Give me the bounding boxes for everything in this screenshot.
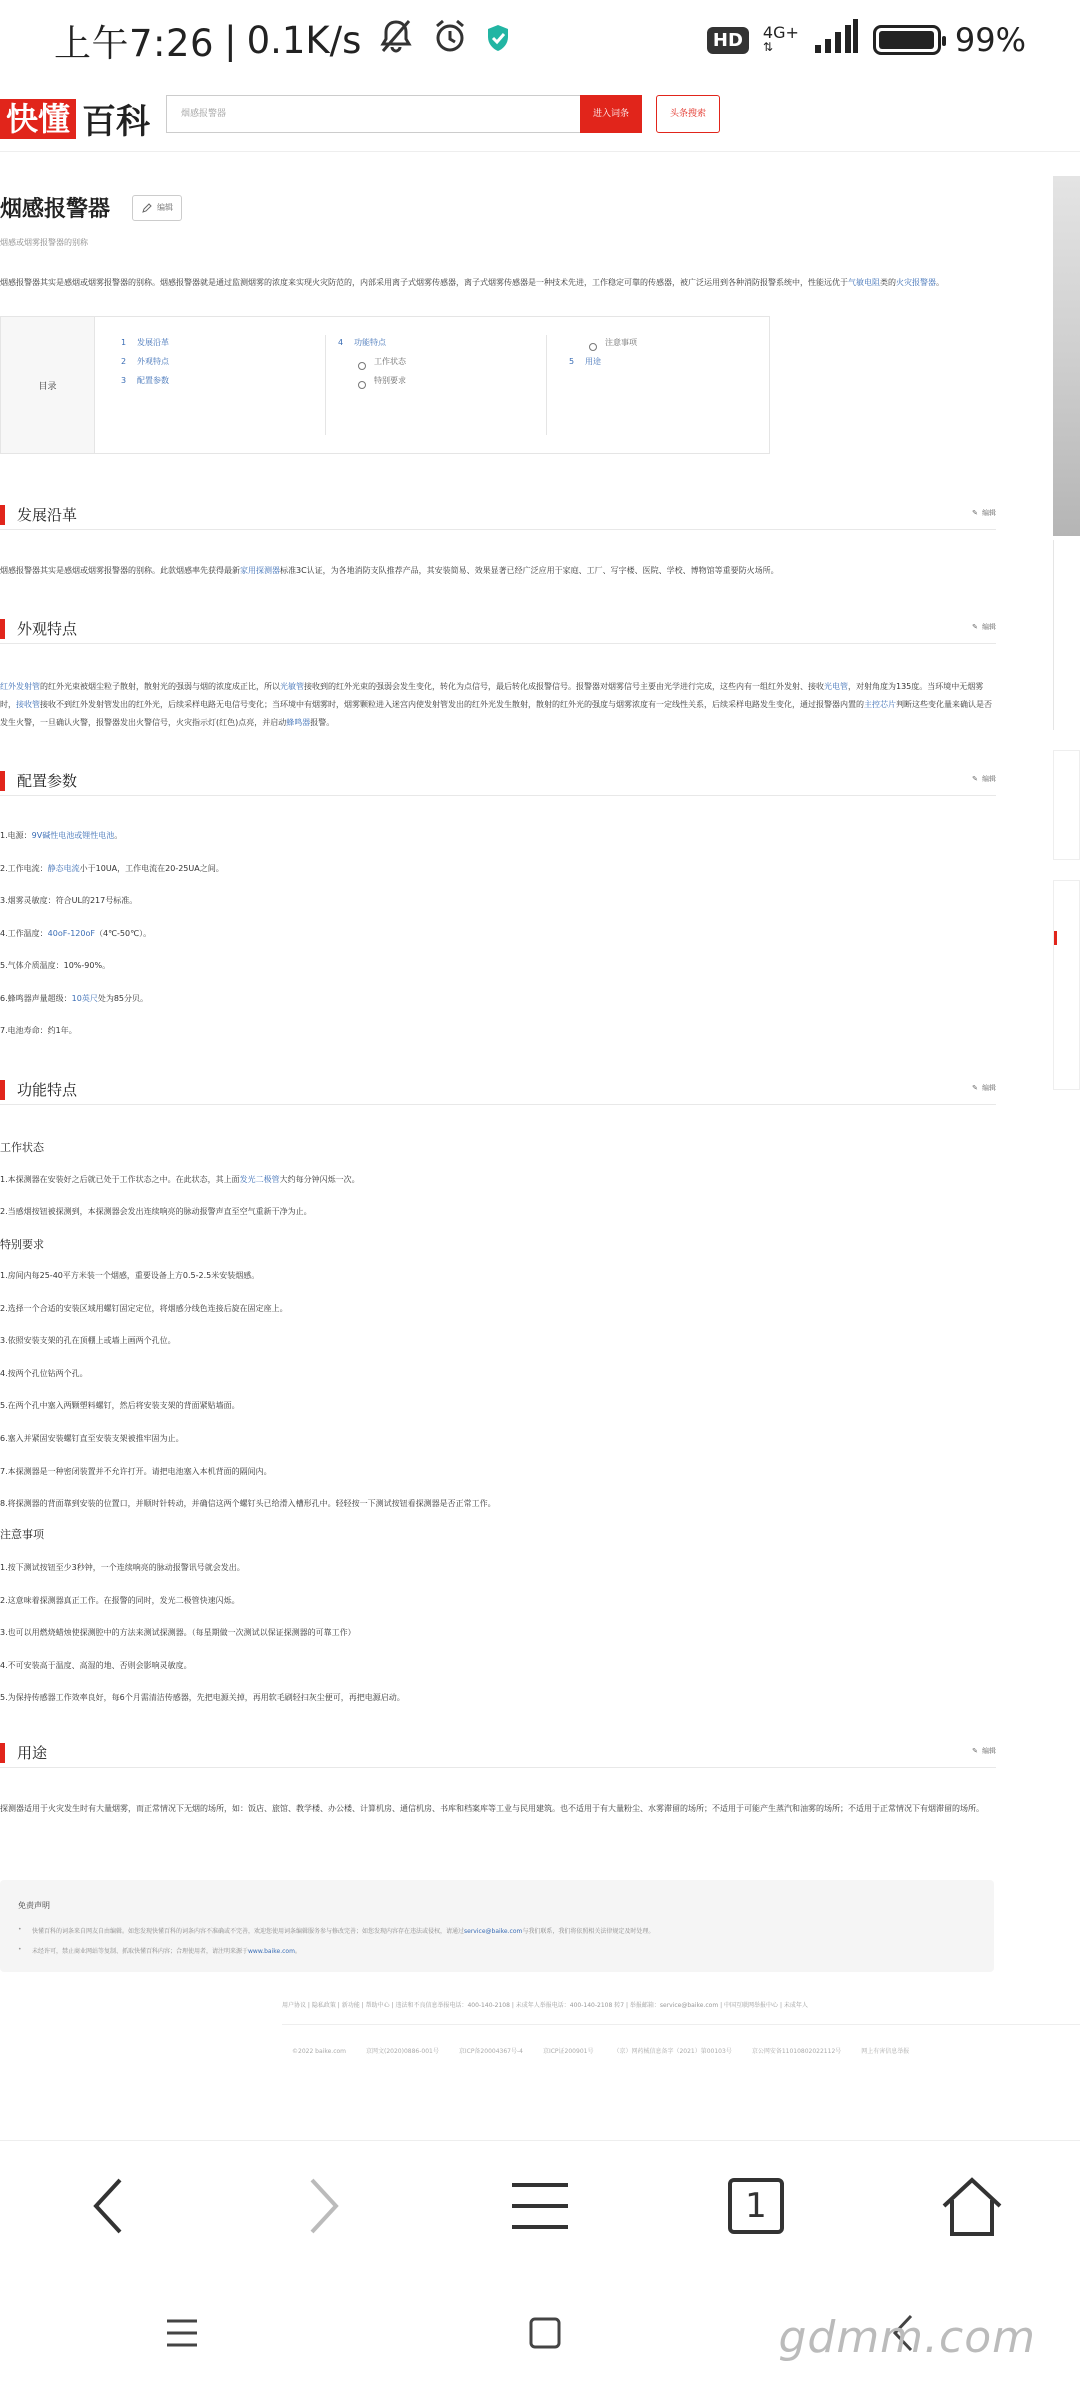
recent-apps-button[interactable]: [165, 2318, 199, 2352]
enter-entry-button[interactable]: 进入词条: [580, 95, 642, 133]
toc-subitem[interactable]: 特别要求: [338, 371, 546, 390]
disclaimer-title: 免责声明: [18, 1901, 50, 1910]
list-item: 5.在两个孔中塞入两颗塑料螺钉，然后将安装支架的背面紧贴墙面。: [0, 1401, 240, 1411]
web-page: [0, 80, 1080, 2140]
toc-subitem[interactable]: 注意事项: [569, 333, 747, 352]
page-title: 烟感报警器: [0, 197, 111, 222]
toc-label: 目录: [1, 317, 95, 453]
link-gas-resistor[interactable]: 气敏电阻: [848, 278, 880, 287]
forward-button[interactable]: [274, 2156, 374, 2256]
usage-paragraph: 探测器适用于火灾发生时有大量烟雾，而正常情况下无烟的场所，如：饭店、旅馆、教学楼、办公楼、计算机房、通信机房、书库和档案库等工业与民用建筑。也不适用于有大量粉尘、水雾滞留的场所；不适用于可能产生蒸汽和油雾的场所；不适用于正常情况下有烟滞留的场所。: [0, 1804, 984, 1813]
shield-check-icon: [485, 19, 511, 62]
list-item: 1.电源：9V碱性电池或锂性电池。: [0, 831, 123, 840]
section-heading-appearance: 外观特点 ✎ 编辑: [0, 614, 996, 644]
footer-copy-item: 京ICP证200901号: [542, 2048, 594, 2055]
list-item: 2.工作电流：静态电流小于10UA，工作电流在20-25UA之间。: [0, 863, 224, 873]
square-icon: [529, 2317, 561, 2349]
toc-column: [95, 317, 325, 453]
list-item: 8.将探测器的背面靠到安装的位置口，并顺时针转动，并确信这两个螺钉头已给滑入槽形孔中。轻轻按一下测试按钮看探测器是否正常工作。: [0, 1499, 496, 1509]
battery-icon: [873, 25, 941, 55]
chevron-right-icon: [304, 2176, 344, 2236]
hamburger-menu-icon: [510, 2181, 570, 2231]
mute-bell-icon: [377, 17, 415, 64]
search-input[interactable]: 烟感报警器: [166, 95, 582, 133]
footer-link[interactable]: 违法和不良信息举报电话：400-140-2108: [395, 2002, 510, 2009]
footer-copyright: [292, 2046, 1080, 2055]
menu-lines-icon: [165, 2318, 199, 2348]
list-item: 7.电池寿命：约1年。: [0, 1026, 77, 1035]
alarm-clock-icon: [431, 17, 469, 64]
toc-item[interactable]: 1 发展沿革: [121, 338, 169, 347]
summary-paragraph: 烟感报警器其实是感烟或烟雾报警器的别称。烟感报警器就是通过监测烟雾的浓度来实现火灾防范的，内部采用离子式烟雾传感器，离子式烟雾传感器是一种技术先进，工作稳定可靠的传感器，被广泛运用到各种消防报警系统中，性能远优于气敏电阻类的火灾报警器。: [0, 278, 944, 287]
section-edit-button[interactable]: ✎ 编辑: [972, 623, 996, 631]
footer-copy-item: 京ICP备20004367号-4: [458, 2048, 523, 2055]
toc-item[interactable]: 2 外观特点: [121, 357, 169, 366]
watermark: gdmm.com: [778, 2312, 1036, 2363]
section-edit-button[interactable]: ✎ 编辑: [972, 1747, 996, 1755]
pencil-icon: [141, 202, 153, 214]
back-button[interactable]: [58, 2156, 158, 2256]
home-button[interactable]: [922, 2156, 1022, 2256]
section-heading-usage: 用途 ✎ 编辑: [0, 1738, 996, 1768]
entry-image[interactable]: [1053, 176, 1080, 536]
list-item: 3.烟雾灵敏度：符合UL的217号标准。: [0, 896, 138, 905]
disclaimer-line: • 快懂百科的词条来自网友自由编辑。如您发现快懂百科的词条内容不准确或不完善，欢迎您使用词条编辑服务参与修改完善；如您发现内容存在违法或侵权，请通过service@baike.com与我们联系，我们将依照相关法律规定及时处理。: [18, 1926, 978, 1935]
signal-icon: [813, 19, 859, 61]
table-of-contents: [0, 316, 770, 454]
chevron-left-icon: [88, 2176, 128, 2236]
tab-count: 1: [745, 2185, 767, 2226]
sub-heading-notes: 注意事项: [0, 1528, 44, 1541]
footer-copy-item: 京网文(2020)0886-001号: [366, 2048, 439, 2055]
sub-heading-special: 特别要求: [0, 1238, 44, 1251]
article: [0, 176, 996, 454]
edit-button[interactable]: 编辑: [132, 195, 182, 221]
history-paragraph: 烟感报警器其实是感烟或烟雾报警器的别称。此款烟感率先获得最新家用探测器标准3C认证，为各地消防支队推荐产品，其安装简易、效果显著已经广泛应用于家庭、工厂、写字楼、医院、学校、博物馆等重要防火场所。: [0, 566, 779, 575]
site-header: [0, 80, 1080, 152]
menu-button[interactable]: [490, 2156, 590, 2256]
footer-links: 用户协议 | 隐私政策 | 新功能 | 帮助中心 | 违法和不良信息举报电话：400-140-2108 | 未成年人举报电话：400-140-2108 转7 | 举报邮箱：service@baike.com | 中国互联网举报中心 | 未成年人: [282, 2002, 808, 2009]
toc-item[interactable]: 3 配置参数: [121, 376, 169, 385]
status-time: 上午7:26: [54, 22, 215, 65]
footer-link[interactable]: 中国互联网举报中心: [724, 2002, 779, 2009]
site-logo[interactable]: 快懂 百科: [0, 94, 150, 143]
footer-link[interactable]: 隐私政策: [311, 2002, 336, 2009]
footer-link[interactable]: 未成年人: [783, 2002, 808, 2009]
footer-copy-item: （京）网药械信息备字（2021）第00103号: [613, 2048, 732, 2055]
section-heading-config: 配置参数 ✎ 编辑: [0, 766, 996, 796]
side-panel: [1053, 750, 1080, 860]
link-fire-alarm[interactable]: 火灾报警器: [896, 278, 936, 287]
side-panel: [1053, 880, 1080, 1090]
list-item: 4.工作温度：40oF-120oF（4℃-50℃）。: [0, 928, 152, 938]
tabs-button[interactable]: [706, 2156, 806, 2256]
list-item: 5.为保持传感器工作效率良好，每6个月需清洁传感器，先把电源关掉，再用软毛刷轻扫灰尘便可，再把电源启动。: [0, 1693, 405, 1702]
section-edit-button[interactable]: ✎ 编辑: [972, 775, 996, 783]
home-system-button[interactable]: [529, 2317, 561, 2353]
network-type: 4G+ ⇅: [762, 23, 799, 54]
sub-heading-status: 工作状态: [0, 1141, 44, 1154]
footer-copy-item: 网上有害信息举报: [861, 2048, 910, 2055]
toc-subitem[interactable]: 工作状态: [338, 352, 546, 371]
list-item: 3.依照安装支架的孔在顶棚上或墙上画两个孔位。: [0, 1336, 176, 1346]
side-panel: [1053, 540, 1080, 730]
section-edit-button[interactable]: ✎ 编辑: [972, 509, 996, 517]
list-item: 4.不可安装高于温度、高湿的地、否则会影响灵敏度。: [0, 1660, 192, 1670]
list-item: 1.房间内每25-40平方米装一个烟感，重要设备上方0.5-2.5米安装烟感。: [0, 1271, 260, 1280]
battery-percent: 99%: [954, 21, 1026, 59]
page-subtitle: 烟感或烟雾报警器的别称: [0, 238, 88, 247]
appearance-paragraph: 红外发射管的红外光束被烟尘粒子散射，散射光的强弱与烟的浓度成正比，所以光敏管接收到的红外光束的强弱会发生变化，转化为点信号，最后转化成报警信号。报警器对烟雾信号主要由光学进行完成，这些内有一组红外发射、接收光电管，对射角度为135度。当环境中无烟雾时，接收管接收不到红外发射管发出的红外光，后续采样电路无电信号变化；当环境中有烟雾时，烟雾颗粒进入迷宫内使发射管发出的红外光发生散射，散射的红外光的强度与烟雾浓度有一定线性关系，后续采样电路发生变化，通过报警器内置的主控芯片判断这些变化量来确认是否发生火警，一旦确认火警，报警器发出火警信号，火灾指示灯(红色)点亮，并启动蜂鸣器报警。: [0, 682, 992, 727]
list-item: 2.这意味着探测器真正工作。在报警的同时，发光二极管快速闪烁。: [0, 1595, 240, 1605]
footer-link[interactable]: 新功能: [341, 2002, 360, 2009]
section-heading-history: 发展沿革 ✎ 编辑: [0, 500, 996, 530]
status-bar: 上午7:26 | 0.1K/s HD 4G+ ⇅ 99%: [0, 0, 1080, 80]
list-item: 5.气体介质温度：10%-90%。: [0, 961, 111, 970]
footer-link[interactable]: 举报邮箱：service@baike.com: [629, 2002, 719, 2009]
disclaimer-box: [0, 1880, 994, 1972]
home-icon: [940, 2176, 1004, 2236]
toc-column: [326, 317, 546, 453]
list-item: 1.本探测器在安装好之后就已处于工作状态之中。在此状态，其上面发光二极管大约每分钟闪烁一次。: [0, 1175, 360, 1184]
section-edit-button[interactable]: ✎ 编辑: [972, 1084, 996, 1092]
list-item: 4.按两个孔位钻两个孔。: [0, 1368, 88, 1378]
toc-item[interactable]: 4 功能特点: [338, 338, 386, 347]
disclaimer-line: • 未经许可，禁止商业网站等复制、抓取快懂百科内容；合理使用者，请注明来源于www.baike.com。: [18, 1946, 301, 1955]
hd-badge: HD: [707, 27, 749, 54]
list-item: 6.塞入并紧固安装螺钉直至安装支架被推牢固为止。: [0, 1434, 184, 1443]
toc-item[interactable]: 5 用途: [569, 357, 601, 366]
list-item: 7.本探测器是一种密闭装置并不允许打开。请把电池塞入本机背面的隔间内。: [0, 1466, 272, 1476]
link-home-detector[interactable]: 家用探测器: [240, 566, 280, 575]
browser-nav-bar: [0, 2140, 1080, 2270]
list-item: 1.按下测试按钮至少3秒钟，一个连续响亮的脉动报警讯号就会发出。: [0, 1563, 245, 1572]
footer-copy-item: ©2022 baike.com: [292, 2048, 347, 2055]
list-item: 3.也可以用燃烧蜡烛使探测腔中的方法来测试探测器。（每星期做一次测试以保证探测器的可靠工作）: [0, 1628, 356, 1637]
toc-column: [547, 317, 747, 453]
status-net-speed: 0.1K/s: [246, 18, 362, 62]
section-heading-function: 功能特点 ✎ 编辑: [0, 1075, 996, 1105]
footer-link[interactable]: 帮助中心: [365, 2002, 390, 2009]
footer-link[interactable]: 用户协议: [282, 2002, 307, 2009]
toutiao-search-button[interactable]: 头条搜索: [656, 95, 720, 133]
list-item: 2.选择一个合适的安装区域用螺钉固定定位，将烟感分线色连接后旋在固定座上。: [0, 1303, 288, 1313]
list-item: 6.蜂鸣器声量超级：10英尺处为85分贝。: [0, 993, 149, 1003]
footer-copy-item: 京公网安备11010802022112号: [751, 2048, 842, 2055]
list-item: 2.当感烟按钮被探测到，本探测器会发出连续响亮的脉动报警声直至空气重新干净为止。: [0, 1207, 312, 1216]
footer-link[interactable]: 未成年人举报电话：400-140-2108 转7: [515, 2002, 625, 2009]
